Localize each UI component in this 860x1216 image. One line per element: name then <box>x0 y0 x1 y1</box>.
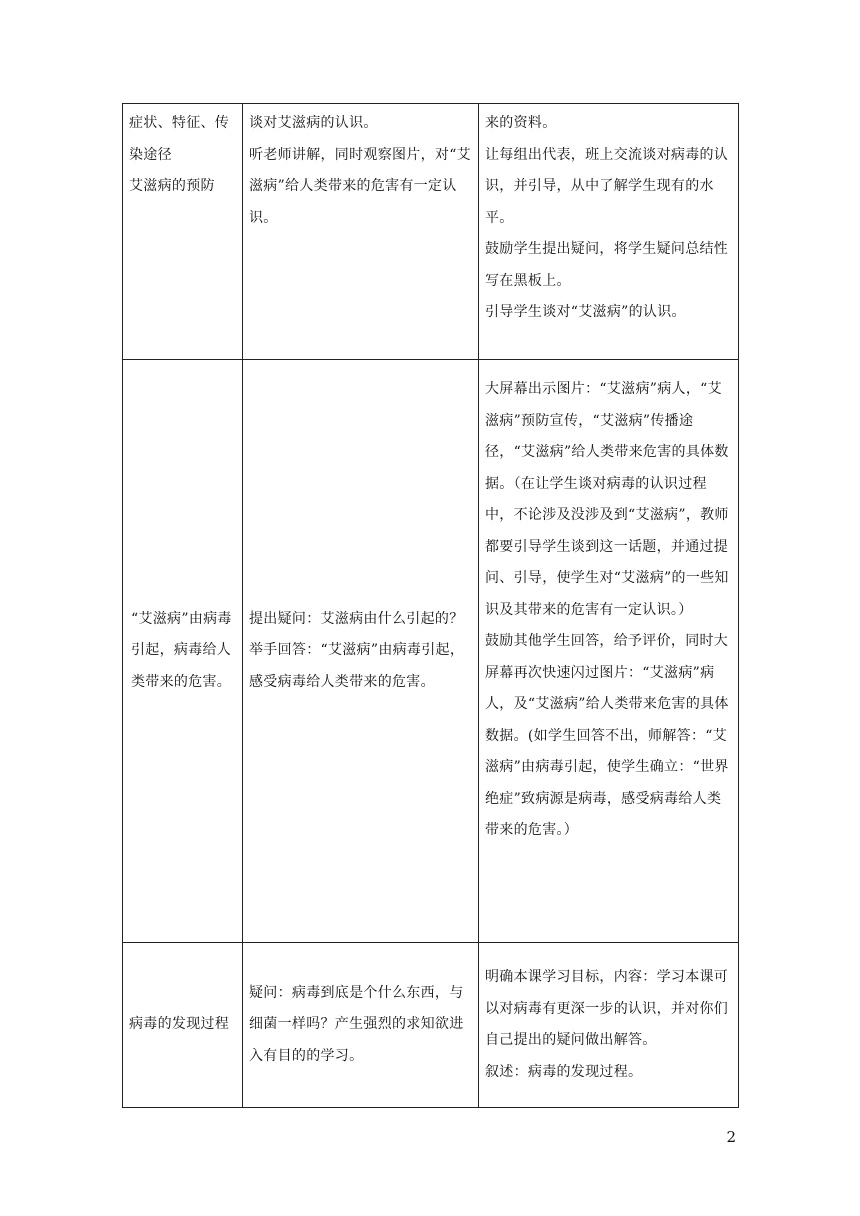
cell-paragraph: 举手回答：“艾滋病”由病毒引起，感受病毒给人类带来的危害。 <box>249 642 465 690</box>
teacher-activity-cell <box>479 943 739 1108</box>
cell-paragraph: 来的资料。 <box>485 115 557 131</box>
cell-paragraph: 谈对艾滋病的认识。 <box>249 115 378 131</box>
cell-paragraph: “艾滋病”由病毒引起，病毒给人类带来的危害。 <box>131 610 232 690</box>
student-activity-cell <box>243 104 479 360</box>
cell-paragraph: 大屏幕出示图片：“艾滋病”病人，“艾滋病”预防宣传，“艾滋病”传播途径，“艾滋病”给人类带来危害的具体数据。（在让学生谈对病毒的认识过程中，不论涉及没涉及到“艾滋病”，教师都要引导学生谈到这一话题，并通过提问、引导，使学生对“艾滋病”的一些知识及其带来的危害有一定认识。） <box>485 381 729 618</box>
cell-paragraph: 让每组出代表，班上交流谈对病毒的认识，并引导，从中了解学生现有的水平。 <box>485 146 729 226</box>
cell-paragraph: 引导学生谈对“艾滋病”的认识。 <box>485 304 686 320</box>
cell-paragraph: 艾滋病的预防 <box>129 178 215 194</box>
table-row <box>123 360 739 943</box>
page-number: 2 <box>726 1128 736 1146</box>
topic-cell <box>123 104 243 360</box>
table-row <box>123 943 739 1108</box>
cell-paragraph: 听老师讲解，同时观察图片，对“艾滋病”给人类带来的危害有一定认识。 <box>249 146 471 226</box>
student-activity-cell <box>243 360 479 943</box>
topic-cell <box>123 360 243 943</box>
teacher-activity-cell <box>479 104 739 360</box>
cell-paragraph: 提出疑问：艾滋病由什么引起的？ <box>249 610 464 627</box>
cell-paragraph: 症状、特征、传染途径 <box>129 115 230 163</box>
cell-paragraph: 鼓励其他学生回答，给予评价，同时大屏幕再次快速闪过图片：“艾滋病”病人，及“艾滋病”给人类带来危害的具体数据。(如学生回答不出，师解答：“艾滋病”由病毒引起，使学生确立：“世界绝症”致病源是病毒，感受病毒给人类带来的危害。） <box>485 633 729 838</box>
cell-paragraph: 疑问：病毒到底是个什么东西，与细菌一样吗？产生强烈的求知欲进入有目的的学习。 <box>249 984 464 1064</box>
cell-paragraph: 鼓励学生提出疑问，将学生疑问总结性写在黑板上。 <box>485 241 729 289</box>
cell-paragraph: 明确本课学习目标，内容：学习本课可以对病毒有更深一步的认识，并对你们自己提出的疑问做出解答。 <box>485 969 729 1048</box>
cell-paragraph: 病毒的发现过程 <box>129 1016 230 1033</box>
lesson-plan-table <box>122 103 739 1108</box>
table-row <box>123 104 739 360</box>
cell-paragraph: 叙述：病毒的发现过程。 <box>485 1063 643 1080</box>
student-activity-cell <box>243 943 479 1108</box>
teacher-activity-cell <box>479 360 739 943</box>
topic-cell <box>123 943 243 1108</box>
